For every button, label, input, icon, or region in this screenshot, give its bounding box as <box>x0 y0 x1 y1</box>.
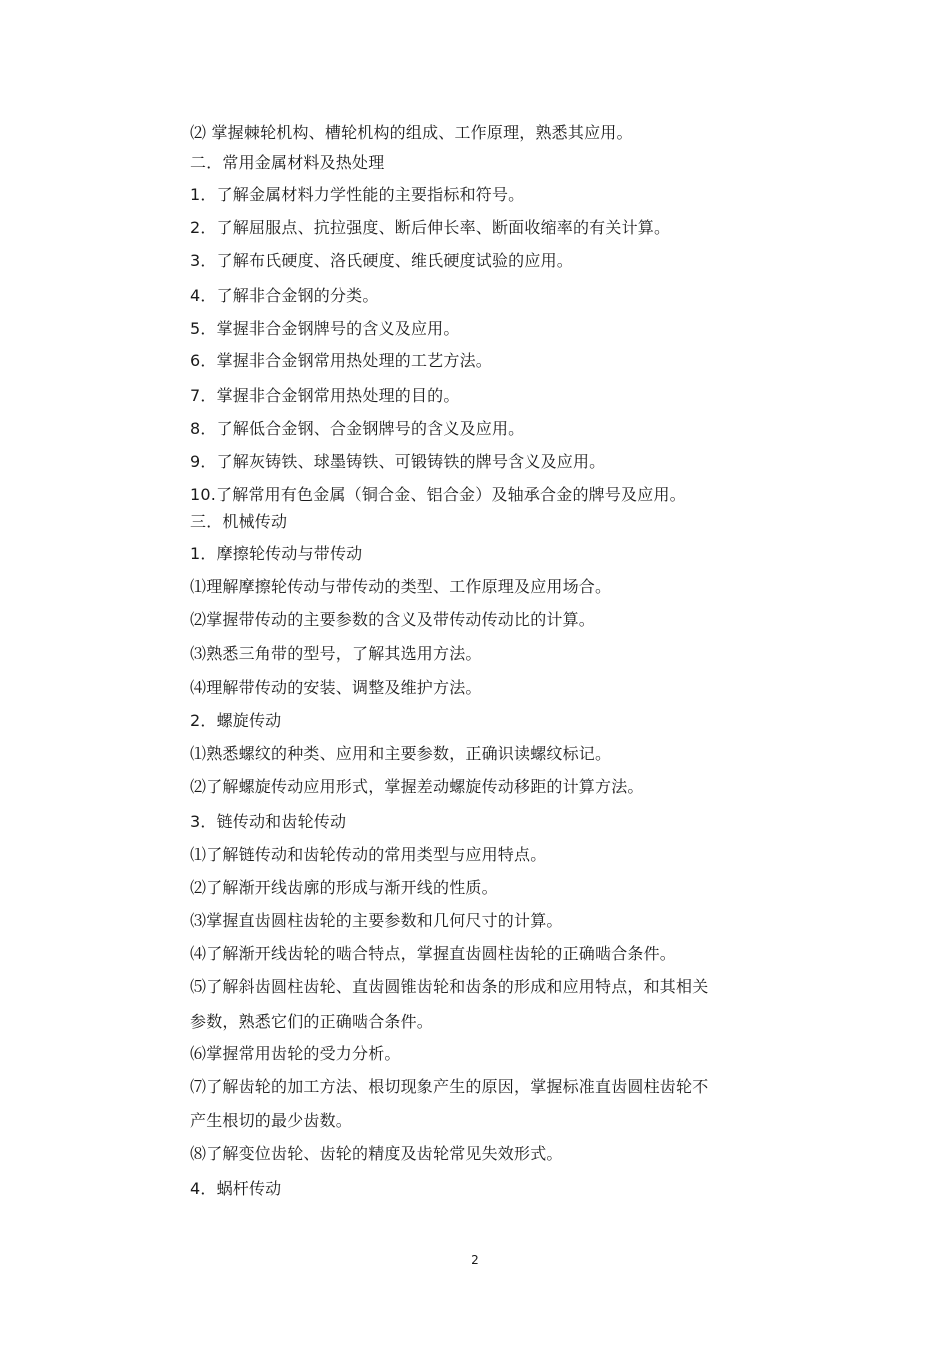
section-heading: 三．机械传动 <box>190 512 288 531</box>
text-line: 9．了解灰铸铁、球墨铸铁、可锻铸铁的牌号含义及应用。 <box>190 452 606 471</box>
text-line: 5．掌握非合金钢牌号的含义及应用。 <box>190 319 460 338</box>
text-line: ⑶掌握直齿圆柱齿轮的主要参数和几何尺寸的计算。 <box>190 911 563 930</box>
section-heading: 二．常用金属材料及热处理 <box>190 153 385 172</box>
subsection-heading: 3．链传动和齿轮传动 <box>190 812 347 831</box>
text-line: ⑹掌握常用齿轮的受力分析。 <box>190 1044 401 1063</box>
text-line: 6．掌握非合金钢常用热处理的工艺方法。 <box>190 351 492 370</box>
subsection-heading: 1．摩擦轮传动与带传动 <box>190 544 363 563</box>
text-line: ⑶熟悉三角带的型号，了解其选用方法。 <box>190 644 482 663</box>
text-line: 参数，熟悉它们的正确啮合条件。 <box>190 1012 434 1031</box>
subsection-heading: 2．螺旋传动 <box>190 711 282 730</box>
text-line: ⑵掌握带传动的主要参数的含义及带传动传动比的计算。 <box>190 610 596 629</box>
text-line: 4．了解非合金钢的分类。 <box>190 286 379 305</box>
text-line: 7．掌握非合金钢常用热处理的目的。 <box>190 386 460 405</box>
text-line: ⑸了解斜齿圆柱齿轮、直齿圆锥齿轮和齿条的形成和应用特点，和其相关 <box>190 977 709 996</box>
text-line: ⑴熟悉螺纹的种类、应用和主要参数，正确识读螺纹标记。 <box>190 744 612 763</box>
text-line: 1．了解金属材料力学性能的主要指标和符号。 <box>190 185 525 204</box>
text-line: ⑵了解螺旋传动应用形式，掌握差动螺旋传动移距的计算方法。 <box>190 777 644 796</box>
text-line: 8．了解低合金钢、合金钢牌号的含义及应用。 <box>190 419 525 438</box>
text-line: 3．了解布氏硬度、洛氏硬度、维氏硬度试验的应用。 <box>190 251 573 270</box>
text-line: ⑻了解变位齿轮、齿轮的精度及齿轮常见失效形式。 <box>190 1144 563 1163</box>
text-line: ⑷了解渐开线齿轮的啮合特点，掌握直齿圆柱齿轮的正确啮合条件。 <box>190 944 677 963</box>
text-line: ⑺了解齿轮的加工方法、根切现象产生的原因，掌握标准直齿圆柱齿轮不 <box>190 1077 709 1096</box>
text-line: ⑴理解摩擦轮传动与带传动的类型、工作原理及应用场合。 <box>190 577 612 596</box>
text-line: 2．了解屈服点、抗拉强度、断后伸长率、断面收缩率的有关计算。 <box>190 218 671 237</box>
subsection-heading: 4．蜗杆传动 <box>190 1179 282 1198</box>
text-line: ⑴了解链传动和齿轮传动的常用类型与应用特点。 <box>190 845 547 864</box>
text-line: 产生根切的最少齿数。 <box>190 1111 353 1130</box>
text-line: ⑵了解渐开线齿廓的形成与渐开线的性质。 <box>190 878 498 897</box>
text-line: ⑷理解带传动的安装、调整及维护方法。 <box>190 678 482 697</box>
text-line: 10.了解常用有色金属（铜合金、铝合金）及轴承合金的牌号及应用。 <box>190 485 686 504</box>
page-number: 2 <box>471 1253 479 1267</box>
text-line: ⑵ 掌握棘轮机构、槽轮机构的组成、工作原理，熟悉其应用。 <box>190 123 633 142</box>
